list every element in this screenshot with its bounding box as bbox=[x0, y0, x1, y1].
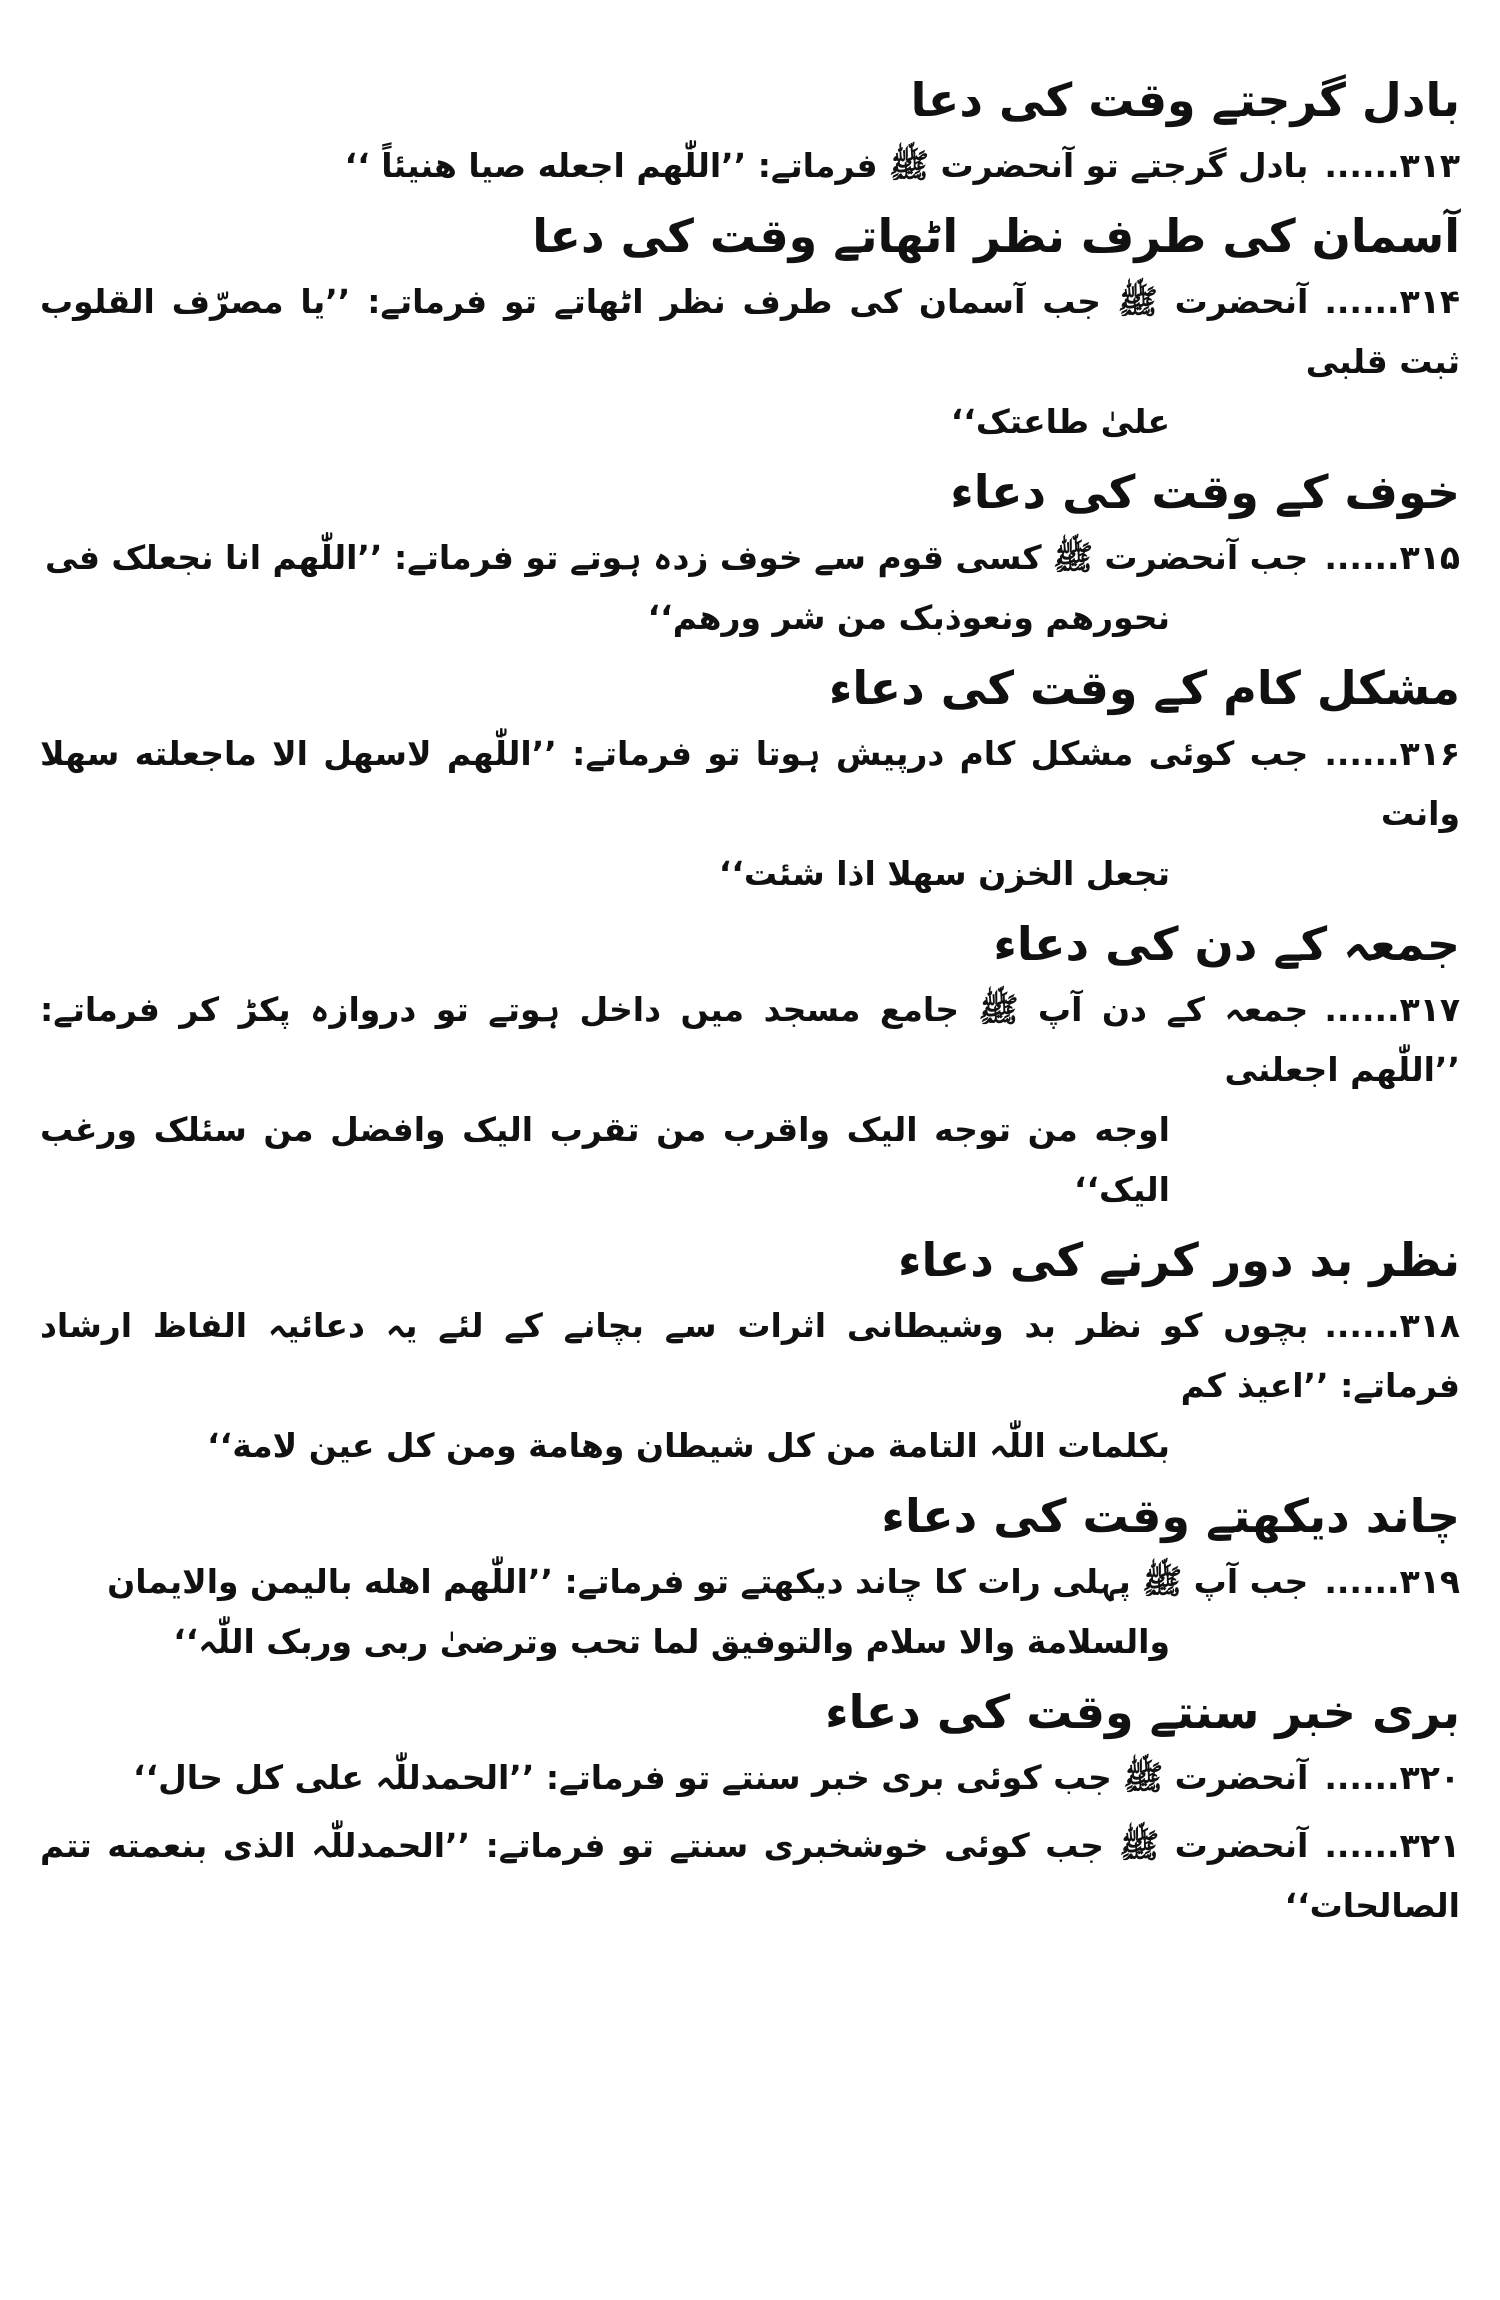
section-difficult-task bbox=[40, 658, 1460, 904]
entry-line bbox=[40, 272, 1460, 392]
section-heading: بری خبر سنتے وقت کی دعاء bbox=[825, 1685, 1460, 1739]
entry-line bbox=[40, 724, 1460, 844]
entry-text: بادل گرجتے تو آنحضرت ﷺ فرماتے: ’’اللّٰھم اجعله صیا ھنیئاً ‘‘ bbox=[344, 146, 1309, 185]
entry-text: بچوں کو نظر بد وشیطانی اثرات سے بچانے کے لئے یہ دعائیہ الفاظ ارشاد فرماتے: ’’اعیذ کم bbox=[40, 1306, 1460, 1405]
entry-318 bbox=[40, 1296, 1460, 1476]
entry-number: ۳۱۶...... bbox=[1324, 734, 1460, 773]
entry-314 bbox=[40, 272, 1460, 452]
entry-line bbox=[40, 136, 1460, 196]
entry-line-continued: تجعل الخزن سھلا اذا شئت‘‘ bbox=[718, 854, 1170, 893]
entry-number: ۳۲۱...... bbox=[1324, 1826, 1460, 1865]
entry-317 bbox=[40, 980, 1460, 1220]
entry-text: جمعہ کے دن آپ ﷺ جامع مسجد میں داخل ہوتے تو دروازہ پکڑ کر فرماتے: ’’اللّٰھم اجعلنی bbox=[40, 990, 1460, 1089]
entry-line bbox=[40, 528, 1460, 588]
entry-number: ۳۱۴...... bbox=[1324, 282, 1460, 321]
section-heading: نظر بد دور کرنے کی دعاء bbox=[898, 1233, 1460, 1287]
section-thunder bbox=[40, 70, 1460, 196]
entry-line-continued: علیٰ طاعتک‘‘ bbox=[950, 402, 1170, 441]
entry-number: ۳۱۹...... bbox=[1324, 1562, 1460, 1601]
entry-number: ۳۲۰...... bbox=[1324, 1758, 1460, 1797]
entry-319 bbox=[40, 1552, 1460, 1672]
section-sky bbox=[40, 206, 1460, 452]
entry-text: جب آپ ﷺ پہلی رات کا چاند دیکھتے تو فرماتے: ’’اللّٰھم اھله بالیمن والایمان bbox=[107, 1562, 1309, 1601]
entry-number: ۳۱۵...... bbox=[1324, 538, 1460, 577]
section-heading: مشکل کام کے وقت کی دعاء bbox=[828, 661, 1460, 715]
entry-line-continued: اوجه من توجه الیک واقرب من تقرب الیک وافضل من سئلک ورغب الیک‘‘ bbox=[40, 1110, 1170, 1209]
section-bad-news bbox=[40, 1682, 1460, 1936]
entry-line bbox=[40, 1296, 1460, 1416]
section-fear bbox=[40, 462, 1460, 648]
section-evil-eye bbox=[40, 1230, 1460, 1476]
entry-line bbox=[40, 1748, 1460, 1808]
section-moon bbox=[40, 1486, 1460, 1672]
entry-316 bbox=[40, 724, 1460, 904]
section-friday bbox=[40, 914, 1460, 1220]
section-heading: خوف کے وقت کی دعاء bbox=[950, 465, 1460, 519]
entry-text: آنحضرت ﷺ جب آسمان کی طرف نظر اٹھاتے تو فرماتے: ’’یا مصرّف القلوب ثبت قلبی bbox=[40, 282, 1460, 381]
entry-text: آنحضرت ﷺ جب کوئی خوشخبری سنتے تو فرماتے: ’’الحمدللّٰہ الذی بنعمته تتم الصالحات‘‘ bbox=[40, 1826, 1460, 1925]
section-heading: بادل گرجتے وقت کی دعا bbox=[910, 73, 1460, 127]
entry-313 bbox=[40, 136, 1460, 196]
entry-line bbox=[40, 1552, 1460, 1612]
entry-321 bbox=[40, 1816, 1460, 1936]
entry-text: جب آنحضرت ﷺ کسی قوم سے خوف زدہ ہوتے تو فرماتے: ’’اللّٰھم انا نجعلک فی bbox=[44, 538, 1309, 577]
entry-line-continued: بکلمات اللّٰہ التامة من کل شیطان وھامة ومن کل عین لامة‘‘ bbox=[207, 1426, 1170, 1465]
entry-line bbox=[40, 1816, 1460, 1936]
entry-number: ۳۱۷...... bbox=[1324, 990, 1460, 1029]
entry-line bbox=[40, 980, 1460, 1100]
section-heading: جمعہ کے دن کی دعاء bbox=[993, 917, 1460, 971]
entry-line-continued: والسلامة والا سلام والتوفیق لما تحب وترضیٰ ربی وربک اللّٰہ‘‘ bbox=[173, 1622, 1170, 1661]
entry-number: ۳۱۸...... bbox=[1324, 1306, 1460, 1345]
entry-315 bbox=[40, 528, 1460, 648]
entry-320 bbox=[40, 1748, 1460, 1808]
entry-text: جب کوئی مشکل کام درپیش ہوتا تو فرماتے: ’’اللّٰھم لاسھل الا ماجعلته سھلا وانت bbox=[40, 734, 1460, 833]
section-heading: آسمان کی طرف نظر اٹھاتے وقت کی دعا bbox=[532, 209, 1460, 263]
section-heading: چاند دیکھتے وقت کی دعاء bbox=[881, 1489, 1460, 1543]
entry-line-continued: نحورھم ونعوذبک من شر ورھم‘‘ bbox=[647, 598, 1170, 637]
entry-text: آنحضرت ﷺ جب کوئی بری خبر سنتے تو فرماتے: ’’الحمدللّٰہ علی کل حال‘‘ bbox=[133, 1758, 1309, 1797]
entry-number: ۳۱۳...... bbox=[1324, 146, 1460, 185]
